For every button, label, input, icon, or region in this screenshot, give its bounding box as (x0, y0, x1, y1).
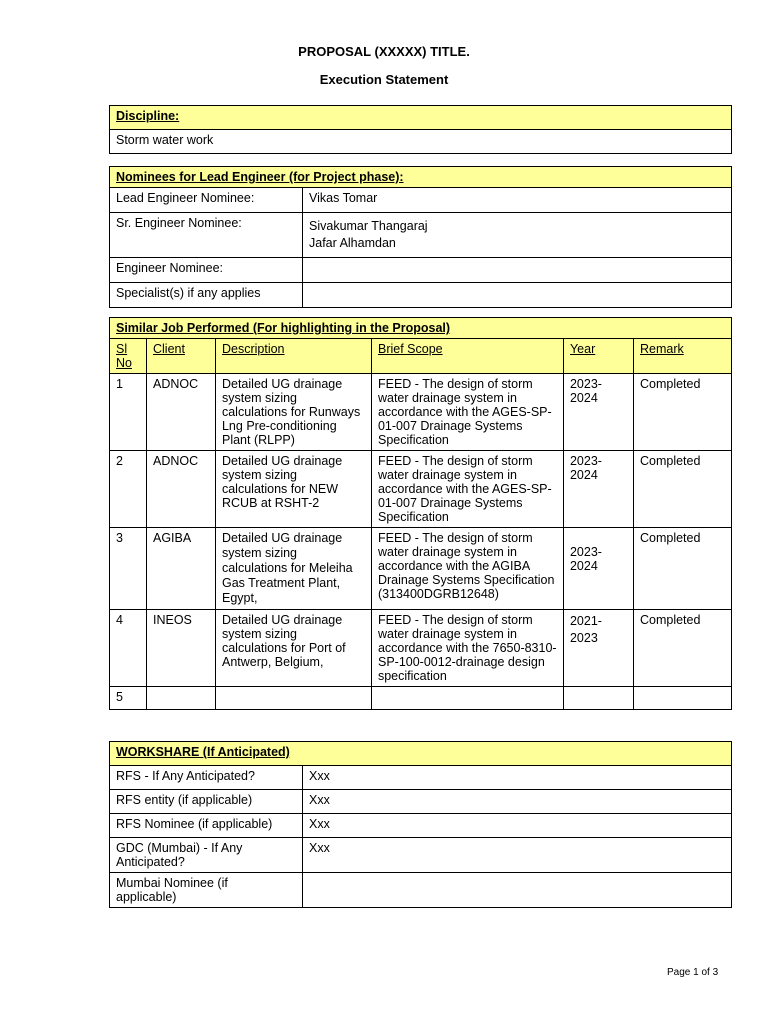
workshare-label: Mumbai Nominee (if applicable) (110, 873, 303, 908)
col-sl-no: Sl No (110, 339, 147, 374)
row-description: Detailed UG drainage system sizing calculations for Meleiha Gas Treatment Plant, Egypt, (215, 528, 371, 610)
similar-jobs-table (109, 317, 732, 710)
nominee-label: Lead Engineer Nominee: (110, 188, 303, 213)
nominee-value (303, 258, 732, 283)
col-client: Client (146, 339, 215, 374)
col-brief-scope: Brief Scope (371, 339, 563, 374)
col-description: Description (215, 339, 371, 374)
nominee-value (303, 283, 732, 308)
col-remark: Remark (633, 339, 731, 374)
nominee-value (303, 213, 732, 258)
row-description: Detailed UG drainage system sizing calculations for Port of Antwerp, Belgium, (215, 610, 371, 687)
col-year: Year (563, 339, 633, 374)
table-row (110, 687, 732, 710)
row-year (563, 687, 633, 710)
row-remark: Completed (633, 610, 731, 687)
workshare-value: Xxx (303, 838, 732, 873)
workshare-value: Xxx (303, 790, 732, 814)
row-client: AGIBA (146, 528, 215, 610)
row-no: 2 (110, 451, 147, 528)
workshare-label: RFS entity (if applicable) (110, 790, 303, 814)
table-row (110, 374, 732, 451)
row-year: 2021-2023 (563, 610, 633, 687)
discipline-table (109, 105, 732, 154)
row-no: 4 (110, 610, 147, 687)
workshare-value (303, 873, 732, 908)
row-description: Detailed UG drainage system sizing calculations for NEW RCUB at RSHT-2 (215, 451, 371, 528)
row-client: ADNOC (146, 451, 215, 528)
nominee-value: Vikas Tomar (303, 188, 732, 213)
workshare-label: RFS Nominee (if applicable) (110, 814, 303, 838)
page-number: Page 1 of 3 (667, 967, 719, 978)
row-description (215, 687, 371, 710)
row-no: 3 (110, 528, 147, 610)
nominee-name-2: Jafar Alhamdan (309, 236, 396, 250)
row-client (146, 687, 215, 710)
row-client: ADNOC (146, 374, 215, 451)
row-scope: FEED - The design of storm water drainage system in accordance with the 7650-8310-SP-100-0012-drainage design specification (371, 610, 563, 687)
row-scope (371, 687, 563, 710)
row-no: 1 (110, 374, 147, 451)
table-row (110, 451, 732, 528)
nominee-label: Specialist(s) if any applies (110, 283, 303, 308)
page-subtitle: Execution Statement (319, 72, 449, 87)
nominee-label: Engineer Nominee: (110, 258, 303, 283)
row-scope: FEED - The design of storm water drainage system in accordance with the AGIBA Drainage Systems Specification (313400DGRB12648) (371, 528, 563, 610)
row-scope: FEED - The design of storm water drainage system in accordance with the AGES-SP-01-007 Drainage Systems Specification (371, 451, 563, 528)
table-row (110, 528, 732, 610)
table-row (110, 610, 732, 687)
row-client: INEOS (146, 610, 215, 687)
workshare-value: Xxx (303, 814, 732, 838)
workshare-label: RFS - If Any Anticipated? (110, 766, 303, 790)
workshare-value: Xxx (303, 766, 732, 790)
nominee-name-1: Sivakumar Thangaraj (309, 219, 428, 233)
workshare-table (109, 741, 732, 908)
row-remark (633, 687, 731, 710)
nominees-heading: Nominees for Lead Engineer (for Project phase): (110, 167, 732, 188)
row-scope: FEED - The design of storm water drainage system in accordance with the AGES-SP-01-007 Drainage Systems Specification (371, 374, 563, 451)
row-remark: Completed (633, 374, 731, 451)
nominees-table (109, 166, 732, 308)
row-remark: Completed (633, 451, 731, 528)
row-year: 2023-2024 (563, 374, 633, 451)
discipline-heading: Discipline: (110, 106, 732, 130)
workshare-label: GDC (Mumbai) - If Any Anticipated? (110, 838, 303, 873)
workshare-heading: WORKSHARE (If Anticipated) (110, 742, 732, 766)
row-no: 5 (110, 687, 147, 710)
row-year: 2023-2024 (563, 528, 633, 610)
page-title: PROPOSAL (XXXXX) TITLE. (298, 44, 470, 59)
row-remark: Completed (633, 528, 731, 610)
jobs-heading: Similar Job Performed (For highlighting in the Proposal) (110, 318, 732, 339)
row-description: Detailed UG drainage system sizing calculations for Runways Lng Pre-conditioning Plant (RLPP) (215, 374, 371, 451)
discipline-value: Storm water work (110, 130, 732, 154)
row-year: 2023-2024 (563, 451, 633, 528)
nominee-label: Sr. Engineer Nominee: (110, 213, 303, 258)
